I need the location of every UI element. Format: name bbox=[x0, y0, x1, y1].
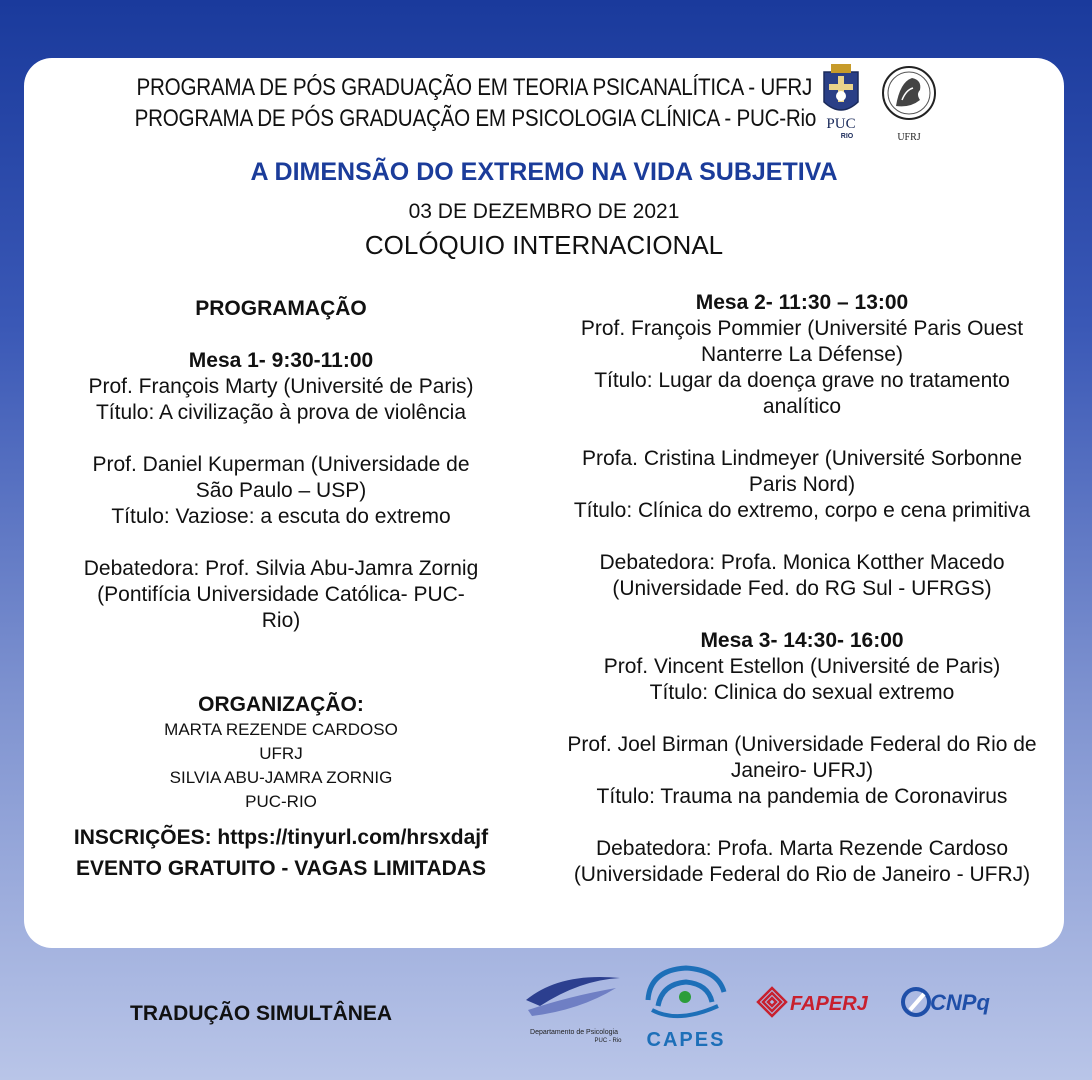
mesa-1-debater: Debatedora: Prof. Silvia Abu-Jamra Zornig bbox=[83, 557, 479, 580]
mesa-2-speaker-1: Prof. François Pommier (Université Paris Ouest bbox=[580, 317, 1024, 340]
registration-link[interactable]: INSCRIÇÕES: https://tinyurl.com/hrsxdajf bbox=[73, 826, 489, 849]
mesa-2-speaker-2: Profa. Cristina Lindmeyer (Université Sorbonne bbox=[581, 447, 1023, 470]
svg-text:UFRJ: UFRJ bbox=[897, 132, 921, 143]
mesa-2-debater: Debatedora: Profa. Monica Kotther Macedo bbox=[599, 551, 1005, 574]
mesa-1-speaker-2-affil: São Paulo – USP) bbox=[195, 479, 367, 502]
mesa-3-talk-2: Título: Trauma na pandemia de Coronavirus bbox=[596, 785, 1008, 808]
mesa-3-talk-1: Título: Clinica do sexual extremo bbox=[649, 681, 955, 704]
event-title: A DIMENSÃO DO EXTREMO NA VIDA SUBJETIVA bbox=[250, 158, 838, 186]
mesa-1-debater-affil-b: Rio) bbox=[261, 609, 301, 632]
mesa-3-debater-affil: (Universidade Federal do Rio de Janeiro - UFRJ) bbox=[573, 863, 1031, 886]
organizer-2-inst: PUC-RIO bbox=[245, 792, 317, 811]
organizer-1: MARTA REZENDE CARDOSO bbox=[164, 720, 398, 739]
mesa-3-speaker-2-affil: Janeiro- UFRJ) bbox=[730, 759, 874, 782]
cnpq-logo bbox=[896, 978, 1016, 1026]
mesa-2-speaker-1-affil: Nanterre La Défense) bbox=[701, 343, 903, 366]
svg-text:PUC - Rio: PUC - Rio bbox=[594, 1038, 622, 1044]
ufrj-logo bbox=[880, 64, 938, 146]
organizer-2: SILVIA ABU-JAMRA ZORNIG bbox=[169, 768, 393, 787]
svg-text:CNPq: CNPq bbox=[930, 990, 990, 1015]
mesa-1-talk-1: Título: A civilização à prova de violência bbox=[95, 401, 467, 424]
svg-text:CAPES: CAPES bbox=[646, 1029, 726, 1051]
dept-psicologia-logo bbox=[520, 966, 628, 1046]
faperj-logo bbox=[752, 980, 882, 1024]
program-heading: PROGRAMAÇÃO bbox=[195, 297, 367, 320]
left-column bbox=[40, 296, 522, 884]
mesa-1-heading: Mesa 1- 9:30-11:00 bbox=[188, 349, 374, 372]
organizer-1-inst: UFRJ bbox=[259, 744, 303, 763]
mesa-2-debater-affil: (Universidade Fed. do RG Sul - UFRGS) bbox=[612, 577, 992, 600]
poster-card bbox=[24, 58, 1064, 948]
mesa-2-heading: Mesa 2- 11:30 – 13:00 bbox=[695, 291, 909, 314]
mesa-2-talk-1-cont: analítico bbox=[762, 395, 842, 418]
svg-text:FAPERJ: FAPERJ bbox=[790, 993, 868, 1015]
mesa-1-speaker-1: Prof. François Marty (Université de Paris) bbox=[88, 375, 474, 398]
mesa-2-speaker-2-affil: Paris Nord) bbox=[748, 473, 856, 496]
simultaneous-translation: TRADUÇÃO SIMULTÂNEA bbox=[130, 1002, 393, 1025]
header-line-2: PROGRAMA DE PÓS GRADUAÇÃO EM PSICOLOGIA CLÍNICA - PUC-Rio bbox=[134, 105, 817, 132]
mesa-1-talk-2: Título: Vaziose: a escuta do extremo bbox=[111, 505, 451, 528]
mesa-1-speaker-2: Prof. Daniel Kuperman (Universidade de bbox=[92, 453, 470, 476]
header-line-1: PROGRAMA DE PÓS GRADUAÇÃO EM TEORIA PSICANALÍTICA - UFRJ bbox=[136, 74, 813, 101]
mesa-3-debater: Debatedora: Profa. Marta Rezende Cardoso bbox=[595, 837, 1009, 860]
free-event-notice: EVENTO GRATUITO - VAGAS LIMITADAS bbox=[76, 857, 486, 880]
program-header bbox=[134, 72, 817, 134]
mesa-3-heading: Mesa 3- 14:30- 16:00 bbox=[700, 629, 904, 652]
event-subtitle: COLÓQUIO INTERNACIONAL bbox=[364, 230, 724, 260]
svg-text:Departamento de Psicologia: Departamento de Psicologia bbox=[530, 1029, 618, 1036]
mesa-3-speaker-2: Prof. Joel Birman (Universidade Federal do Rio de bbox=[567, 733, 1037, 756]
right-column bbox=[544, 290, 1060, 888]
puc-rio-logo bbox=[816, 62, 866, 142]
svg-text:RIO: RIO bbox=[840, 133, 854, 140]
mesa-2-talk-2: Título: Clínica do extremo, corpo e cena primitiva bbox=[573, 499, 1031, 522]
mesa-3-speaker-1: Prof. Vincent Estellon (Université de Paris) bbox=[603, 655, 1001, 678]
mesa-2-talk-1: Título: Lugar da doença grave no tratamento bbox=[594, 369, 1010, 392]
mesa-1-debater-affil-a: (Pontifícia Universidade Católica- PUC- bbox=[97, 583, 465, 606]
capes-logo bbox=[638, 962, 734, 1052]
svg-text:PUC: PUC bbox=[826, 116, 856, 132]
organization-heading: ORGANIZAÇÃO: bbox=[198, 693, 364, 716]
event-date: 03 DE DEZEMBRO DE 2021 bbox=[408, 200, 680, 223]
